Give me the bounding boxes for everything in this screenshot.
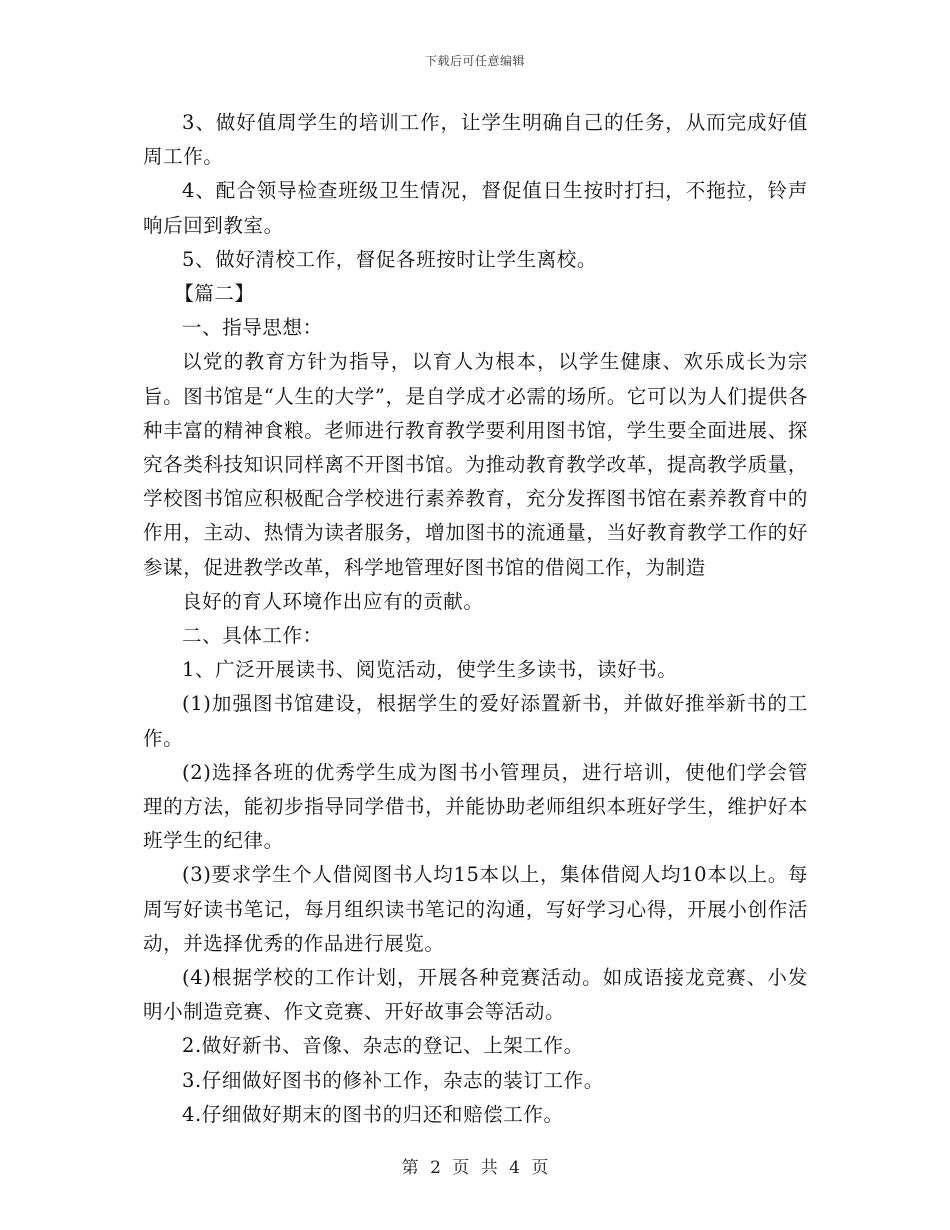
paragraph: (2)选择各班的优秀学生成为图书小管理员，进行培训，使他们学会管理的方法，能初步指导同学借书，并能协助老师组织本班好学生，维护好本班学生的纪律。 — [143, 760, 808, 853]
paragraph: 1、广泛开展读书、阅览活动，使学生多读书，读好书。 — [182, 658, 678, 682]
paragraph: 5、做好清校工作，督促各班按时让学生离校。 — [182, 247, 598, 271]
paragraph: 4.仔细做好期末的图书的归还和赔偿工作。 — [182, 1102, 564, 1126]
document-body — [143, 106, 808, 1132]
paragraph: 以党的教育方针为指导，以育人为根本，以学生健康、欢乐成长为宗旨。图书馆是“人生的大学”，是自学成才必需的场所。它可以为人们提供各种丰富的精神食粮。老师进行教育教学要利用图书馆，学生要全面进展、探究各类科技知识同样离不开图书馆。为推动教育教学改革，提高教学质量，学校图书馆应积极配合学校进行素养教育，充分发挥图书馆在素养教育中的作用，主动、热情为读者服务，增加图书的流通量，当好教育教学工作的好参谋，促进教学改革，科学地管理好图书馆的借阅工作，为制造 — [143, 350, 808, 579]
section-heading: 一、指导思想： — [182, 316, 323, 340]
paragraph: (4)根据学校的工作计划，开展各种竞赛活动。如成语接龙竞赛、小发明小制造竞赛、作文竞赛、开好故事会等活动。 — [143, 966, 808, 1024]
paragraph: 3.仔细做好图书的修补工作，杂志的装订工作。 — [182, 1068, 604, 1092]
paragraph: 2.做好新书、音像、杂志的登记、上架工作。 — [182, 1034, 584, 1058]
page-number-footer: 第 2 页 共 4 页 — [401, 1158, 549, 1178]
page-header: 下载后可任意编辑 — [424, 54, 525, 68]
section-heading: 二、具体工作： — [182, 624, 323, 648]
paragraph: (3)要求学生个人借阅图书人均15本以上，集体借阅人均10本以上。每周写好读书笔记，每月组织读书笔记的沟通，写好学习心得，开展小创作活动，并选择优秀的作品进行展览。 — [143, 863, 808, 955]
section-heading: 【篇二】 — [174, 282, 255, 306]
paragraph: (1)加强图书馆建设，根据学生的爱好添置新书，并做好推举新书的工作。 — [143, 692, 808, 750]
paragraph: 4、配合领导检查班级卫生情况，督促值日生按时打扫，不拖拉，铃声响后回到教室。 — [143, 179, 808, 237]
paragraph: 良好的育人环境作出应有的贡献。 — [182, 589, 484, 613]
paragraph: 3、做好值周学生的培训工作，让学生明确自己的任务，从而完成好值周工作。 — [143, 111, 808, 169]
